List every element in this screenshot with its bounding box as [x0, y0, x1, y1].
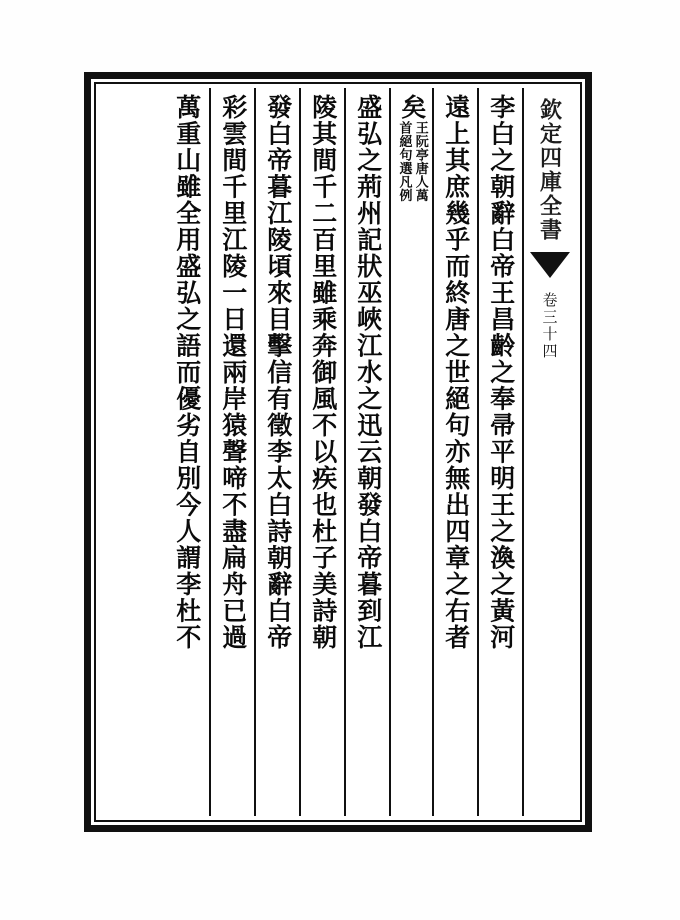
column-text: 李白之朝辭白帝王昌齡之奉帚平明王之渙之黃河 — [486, 94, 516, 651]
text-column-8 — [164, 88, 209, 816]
edge-notch-top — [585, 319, 592, 322]
text-column-3 — [389, 88, 432, 816]
text-column-1 — [477, 88, 522, 816]
fish-tail-icon — [530, 252, 570, 278]
text-column-2 — [432, 88, 477, 816]
woodblock-frame — [84, 72, 592, 832]
column-text: 盛弘之荊州記狀巫峽江水之迅云朝發白帝暮到江 — [353, 94, 383, 651]
column-text: 遠上其庶幾乎而終唐之世絕句亦無出四章之右者 — [441, 94, 471, 651]
book-title: 欽定四庫全書 — [536, 98, 563, 242]
column-text: 萬重山雖全用盛弘之語而優劣自別今人謂李杜不 — [172, 94, 202, 651]
text-area — [100, 88, 576, 816]
text-column-5 — [299, 88, 344, 816]
annotation-line: 王阮亭唐人萬 — [412, 120, 428, 202]
column-text: 矣 — [397, 94, 427, 121]
text-column-6 — [254, 88, 299, 816]
interlinear-annotation — [395, 121, 428, 813]
text-column-4 — [344, 88, 389, 816]
edge-notch-bottom — [585, 689, 592, 692]
column-text: 彩雲間千里江陵一日還兩岸猿聲啼不盡扁舟已過 — [218, 94, 248, 651]
volume-label: 卷三十四 — [540, 292, 559, 360]
banner-column — [522, 88, 576, 816]
column-text: 發白帝暮江陵頃來目擊信有徵李太白詩朝辭白帝 — [263, 94, 293, 651]
text-column-7 — [209, 88, 254, 816]
column-text: 陵其間千二百里雖乘奔御風不以疾也杜子美詩朝 — [308, 94, 338, 651]
annotation-line: 首絕句選凡例 — [396, 120, 412, 202]
